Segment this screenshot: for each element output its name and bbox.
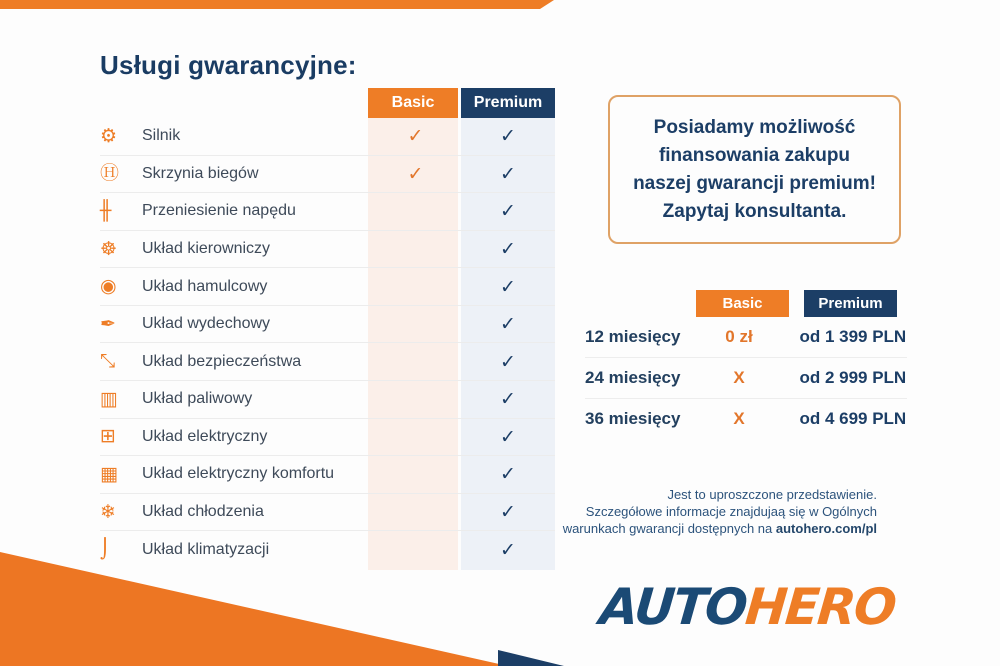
premium-check-cell: ✓ [500,501,516,524]
premium-check-cell: ✓ [500,238,516,261]
snowflake-icon: ❄ [100,500,116,523]
pricing-term: 24 miesięcy [585,368,681,387]
service-label: Układ paliwowy [142,390,253,408]
bottom-navy-accent-triangle [498,650,564,666]
service-label: Układ bezpieczeństwa [142,352,302,370]
disclaimer-line-prefix: warunkach gwarancji dostępnych na [562,521,776,536]
pricing-premium-value: od 2 999 PLN [799,368,907,387]
promo-line: naszej gwarancji premium! [633,172,876,194]
service-label: Silnik [142,127,181,145]
exhaust-icon: ✒ [100,312,116,335]
service-label: Układ elektryczny komfortu [142,465,335,483]
engine-icon: ⚙ [100,124,118,147]
premium-check-cell: ✓ [500,162,516,185]
fuel-pump-icon: ▥ [100,387,118,410]
basic-check-cell: ✓ [407,125,424,148]
promo-line: Zapytaj konsultanta. [662,200,847,222]
premium-check-cell: ✓ [500,350,516,373]
premium-check-cell: ✓ [500,125,516,148]
autohero-logo [597,578,897,636]
table-row [100,230,555,268]
brake-disc-icon: ◉ [100,275,117,298]
table-row [100,418,555,456]
pricing-row [585,317,907,358]
pricing-row [585,358,907,399]
table-row [100,305,555,343]
service-label: Układ hamulcowy [142,277,268,295]
premium-check-cell: ✓ [500,200,516,223]
table-row [100,192,555,230]
promo-line: finansowania zakupu [658,144,851,166]
pricing-rows [585,317,907,439]
disclaimer-line [563,520,877,537]
service-label: Układ klimatyzacji [142,540,270,558]
pricing-basic-value: X [733,368,745,387]
service-label: Układ kierowniczy [142,240,271,258]
pricing-table [585,290,907,439]
pricing-premium-header: Premium [804,290,897,317]
pricing-basic-value: X [733,409,745,428]
table-row [100,155,555,193]
service-label: Układ wydechowy [142,315,271,333]
page-title: Usługi gwarancyjne: [100,50,357,80]
service-label: Przeniesienie napędu [142,202,296,220]
pricing-row [585,399,907,439]
service-label: Skrzynia biegów [142,164,259,182]
top-accent-strip [0,0,554,9]
premium-check-cell: ✓ [500,463,516,486]
pricing-header [585,290,907,317]
warranty-premium-header: Premium [461,88,555,118]
steering-wheel-icon: ☸ [100,237,118,260]
table-row [100,380,555,418]
seatbelt-icon: ⤡ [100,350,116,373]
premium-check-cell: ✓ [500,388,516,411]
promo-line: Posiadamy możliwość [653,116,856,138]
pricing-premium-value: od 1 399 PLN [799,327,907,346]
pricing-basic-value: 0 zł [725,327,753,346]
premium-check-cell: ✓ [500,313,516,336]
table-row [100,118,555,155]
pricing-premium-value: od 4 699 PLN [799,409,907,428]
service-label: Układ chłodzenia [142,503,264,521]
warranty-basic-header: Basic [368,88,458,118]
disclaimer [563,486,877,537]
premium-check-cell: ✓ [500,538,516,561]
table-row [100,267,555,305]
table-row [100,342,555,380]
autohero-link-text: autohero.com/pl [775,521,877,536]
table-row [100,455,555,493]
promo-box [608,95,901,244]
pricing-term: 12 miesięcy [585,327,681,346]
service-label: Układ elektryczny [142,427,268,445]
basic-check-cell: ✓ [407,162,424,185]
logo-auto-part: AUTO [597,578,749,636]
thermometer-icon: ⌡ [100,538,110,561]
drivetrain-icon: ╫ [100,199,112,222]
pricing-term: 36 miesięcy [585,409,681,428]
warranty-table [100,118,555,568]
premium-check-cell: ✓ [500,275,516,298]
premium-check-cell: ✓ [500,425,516,448]
battery-icon: ⊞ [100,425,116,448]
logo-hero-part: HERO [743,578,898,636]
disclaimer-line: Szczegółowe informacje znajdujaą się w Ogólnych [585,504,877,519]
disclaimer-line: Jest to uproszczone przedstawienie. [667,487,877,502]
table-row [100,530,555,568]
gearbox-icon: Ⓗ [100,162,120,185]
chip-icon: ▦ [100,462,118,485]
table-row [100,493,555,531]
pricing-basic-header: Basic [696,290,789,317]
